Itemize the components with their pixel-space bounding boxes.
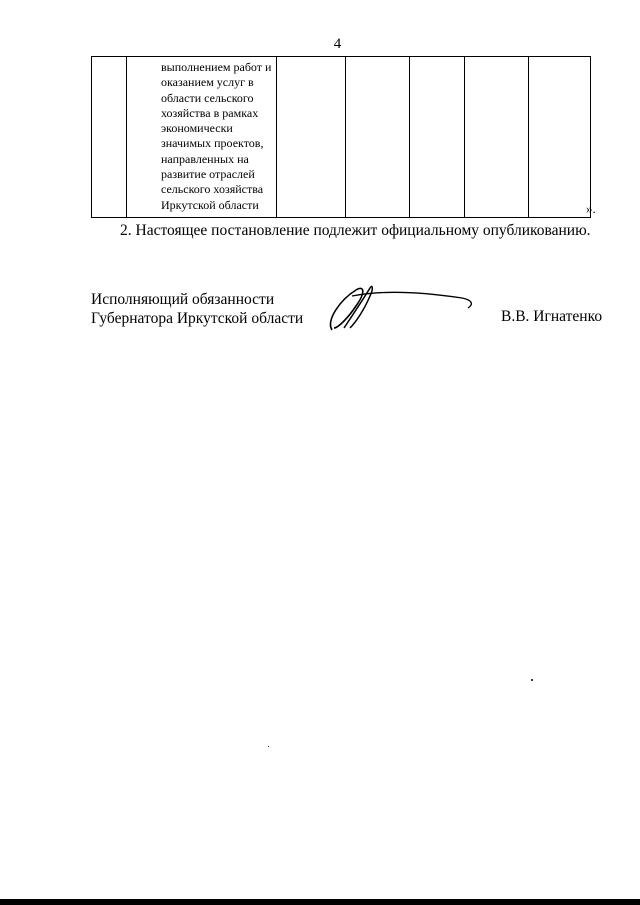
- table-cell-number: [92, 57, 127, 218]
- cell-text-line: значимых проектов,: [161, 136, 264, 151]
- cell-text-line: выполнением работ и: [161, 60, 272, 74]
- scan-speck: [268, 746, 269, 747]
- signatory-name: В.В. Игнатенко: [501, 308, 603, 325]
- scan-bottom-edge: [0, 899, 640, 905]
- table-cell-empty: [346, 57, 410, 218]
- table-cell-empty: [465, 57, 529, 218]
- cell-text-line: области сельского: [161, 90, 254, 105]
- table-cell-empty: [529, 57, 591, 218]
- page-number: 4: [333, 36, 342, 52]
- signatory-title-line: Исполняющий обязанности: [91, 291, 275, 308]
- table-cell-description: [127, 57, 277, 218]
- cell-text-line: сельского хозяйства: [161, 182, 264, 197]
- paragraph-publication: 2. Настоящее постановление подлежит официальному опубликованию.: [120, 222, 591, 239]
- cell-text-line: развитие отраслей: [161, 167, 255, 182]
- table-cell-empty: [410, 57, 465, 218]
- cell-text-line: экономически: [161, 121, 233, 136]
- cell-text-line: хозяйства в рамках: [161, 105, 259, 120]
- continuation-table: [91, 56, 591, 218]
- table-cell-empty: [277, 57, 346, 218]
- table-row: [92, 57, 591, 218]
- scan-speck: [531, 679, 533, 681]
- closing-quote: ».: [586, 201, 596, 216]
- signatory-title-line: Губернатора Иркутской области: [91, 310, 304, 327]
- cell-text-line: направленных на: [161, 151, 249, 166]
- handwritten-signature: [322, 282, 482, 332]
- cell-text-line: Иркутской области: [161, 197, 259, 212]
- cell-text-line: оказанием услуг в: [161, 75, 254, 90]
- signatory-title: [91, 290, 303, 328]
